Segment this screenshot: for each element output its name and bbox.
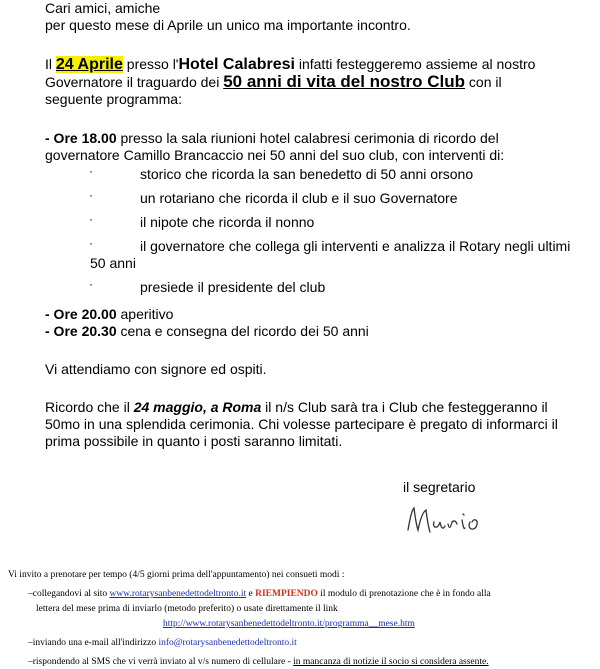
program-link[interactable]: http://www.rotarysanbenedettodeltronto.it/programma__mese.htm (163, 619, 415, 629)
list-item: · un rotariano che ricorda il club e il suo Governatore (89, 188, 458, 206)
letter-body: Cari amici, amiche per questo mese di Aprile un unico ma importante incontro. Il 24 Aprile presso l'Hotel Calabresi infatti festeggeremo assieme al nostro Governatore il traguardo dei 50 anni di vita del nostro Club con il seguente programma: - Ore 18.00 presso la sala riunioni hotel calabresi cerimonia di ricordo del governatore Camillo Brancaccio nei 50 anni del suo club, con interventi di: · storico che ricorda la san benedetto di 50 anni orsono · un rotariano che ricorda il club e il suo Governatore · il nipote che ricorda il nonno · il governatore che collega gli interventi e analizza il Rotary negli ultimi 50 anni · presiede il presidente del club - Ore 20.00 aperitivo - Ore 20.30 cena e consegna del ricordo dei 50 anni Vi attendiamo con signore ed ospiti. Ricordo che il 24 maggio, a Roma il n/s Club sarà tra i Club che festeggeranno il 50mo in una splendida cerimonia. Chi volesse partecipare è pregato di informarci il prima possibile in quanto i posti saranno limitati. (45, 0, 595, 450)
program-item-2030: - Ore 20.30 cena e consegna del ricordo dei 50 anni (45, 323, 369, 339)
fill-in-emphasis: RIEMPIENDO (255, 589, 318, 599)
bullet-icon: · (89, 236, 93, 250)
paragraph-rome: Ricordo che il 24 maggio, a Roma il n/s Club sarà tra i Club che festeggeranno il (45, 399, 548, 415)
program-time: - Ore 20.00 (45, 306, 117, 322)
absence-note: in mancanza di notizie il socio si considera assente. (293, 657, 489, 667)
signature (402, 500, 492, 540)
club-anniversary: 50 anni di vita del nostro Club (223, 72, 466, 91)
intro-text: per questo mese di Aprile un unico ma importante incontro. (45, 17, 411, 33)
list-item: · storico che ricorda la san benedetto di 50 anni orsono (89, 164, 474, 182)
list-item: · il governatore che collega gli interventi e analizza il Rotary negli ultimi (89, 236, 571, 254)
program-time: - Ore 20.30 (45, 323, 117, 339)
bullet-icon: · (89, 212, 93, 226)
booking-instructions: Vi invito a prenotare per tempo (4/5 giorni prima dell'appuntamento) nei consueti modi : –collegandovi al sito www.rotarysanbenedettodeltronto.it e RIEMPIENDO il modulo di prenotazione che è in fondo alla lettera del mese prima di inviarlo (metodo preferito) o usate direttamente il link http://www.rotarysanbenedettodeltronto.it/programma__mese.htm –inviando una e-mail all'indirizzo info@rotarysanbenedettodeltronto.it –rispondendo al SMS che vi verrà inviato al v/s numero di cellulare - in mancanza di notizie il socio si considera assente. (8, 569, 598, 669)
bullet-icon: · (89, 277, 93, 291)
footer-intro: Vi invito a prenotare per tempo (4/5 giorni prima dell'appuntamento) nei consueti modi : (8, 570, 345, 580)
greeting: Cari amici, amiche (45, 0, 161, 16)
bullet-icon: · (89, 188, 93, 202)
welcome-text: Vi attendiamo con signore ed ospiti. (45, 361, 267, 377)
paragraph-event: Il 24 Aprile presso l'Hotel Calabresi infatti festeggeremo assieme al nostro (45, 56, 536, 73)
program-time: - Ore 18.00 (45, 130, 117, 146)
list-item: · presiede il presidente del club (89, 277, 326, 295)
hotel-name: Hotel Calabresi (178, 56, 295, 73)
email-link[interactable]: info@rotarysanbenedettodeltronto.it (158, 638, 297, 648)
list-item: · il nipote che ricorda il nonno (89, 212, 315, 230)
list-item: –rispondendo al SMS che vi verrà inviato al v/s numero di cellulare - in mancanza di notizie il socio si considera assente. (28, 657, 489, 667)
list-item: –inviando una e-mail all'indirizzo info@rotarysanbenedettodeltronto.it (28, 638, 297, 648)
bullet-icon: · (89, 164, 93, 178)
list-item: –collegandovi al sito www.rotarysanbenedettodeltronto.it e RIEMPIENDO il modulo di prenotazione che è in fondo alla (28, 589, 491, 599)
program-item-2000: - Ore 20.00 aperitivo (45, 306, 174, 322)
event-date: 24 Aprile (55, 56, 123, 73)
rome-date: 24 maggio, a Roma (133, 399, 262, 415)
closing-signoff: il segretario (403, 479, 476, 495)
program-item-1800: - Ore 18.00 presso la sala riunioni hotel calabresi cerimonia di ricordo del (45, 130, 499, 146)
site-link[interactable]: www.rotarysanbenedettodeltronto.it (109, 589, 247, 599)
